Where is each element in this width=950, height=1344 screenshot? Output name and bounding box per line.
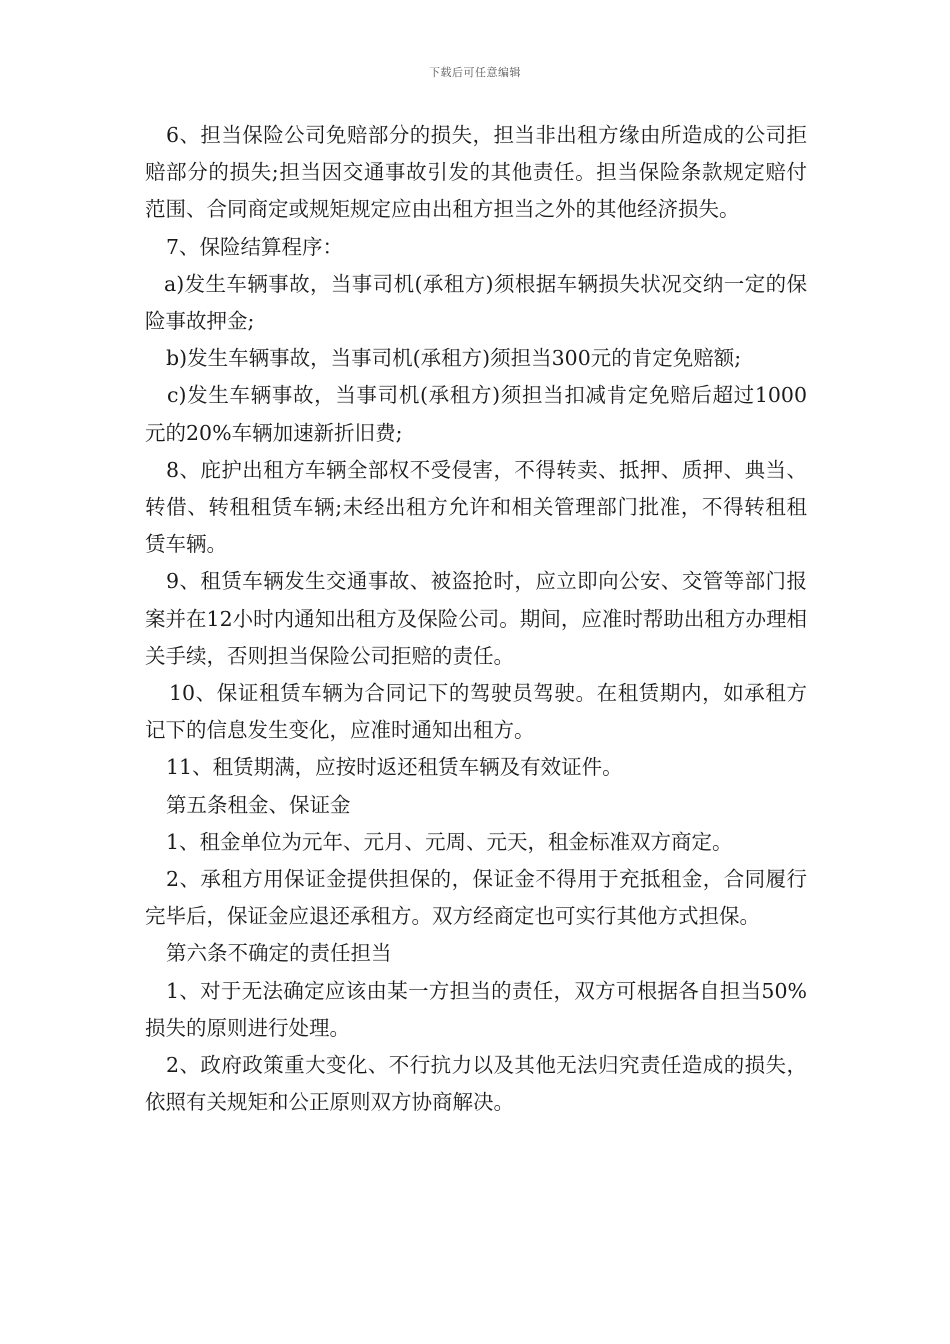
paragraph-clause-7: 7、保险结算程序：	[166, 234, 344, 259]
paragraph-clause-6: 6、担当保险公司免赔部分的损失，担当非出租方缘由所造成的公司拒赔部分的损失;担当因交通事故引发的其他责任。担当保险条款规定赔付范围、合同商定或规矩规定应由出租方担当之外的其他经济损失。	[145, 123, 807, 222]
paragraph-article-6-item-2: 2、政府政策重大变化、不行抗力以及其他无法归究责任造成的损失，依照有关规矩和公正原则双方协商解决。	[145, 1053, 807, 1115]
section-heading-article-5: 第五条租金、保证金	[166, 792, 351, 817]
paragraph-clause-8: 8、庇护出租方车辆全部权不受侵害，不得转卖、抵押、质押、典当、转借、转租租赁车辆;未经出租方允许和相关管理部门批准，不得转租租赁车辆。	[145, 457, 807, 557]
paragraph-article-5-item-2: 2、承租方用保证金提供担保的，保证金不得用于充抵租金，合同履行完毕后，保证金应退还承租方。双方经商定也可实行其他方式担保。	[145, 867, 807, 929]
paragraph-clause-7a: a)发生车辆事故，当事司机(承租方)须根据车辆损失状况交纳一定的保险事故押金;	[145, 271, 807, 334]
paragraph-article-5-item-1: 1、租金单位为元年、元月、元周、元天，租金标准双方商定。	[166, 829, 733, 854]
page-header: 下载后可任意编辑	[429, 66, 521, 79]
paragraph-clause-10: 10、保证租赁车辆为合同记下的驾驶员驾驶。在租赁期内，如承租方记下的信息发生变化，应准时通知出租方。	[145, 681, 807, 743]
section-heading-article-6: 第六条不确定的责任担当	[166, 941, 392, 966]
paragraph-clause-9: 9、租赁车辆发生交通事故、被盗抢时，应立即向公安、交管等部门报案并在12小时内通知出租方及保险公司。期间，应准时帮助出租方办理相关手续，否则担当保险公司拒赔的责任。	[145, 569, 807, 668]
paragraph-clause-11: 11、租赁期满，应按时返还租赁车辆及有效证件。	[166, 755, 623, 780]
paragraph-clause-7c: c)发生车辆事故，当事司机(承租方)须担当扣减肯定免赔后超过1000元的20%车辆加速新折旧费;	[145, 383, 807, 445]
document-body	[145, 117, 807, 1121]
paragraph-clause-7b: b)发生车辆事故，当事司机(承租方)须担当300元的肯定免赔额;	[166, 346, 742, 371]
paragraph-article-6-item-1: 1、对于无法确定应该由某一方担当的责任，双方可根据各自担当50%损失的原则进行处理。	[145, 978, 807, 1040]
